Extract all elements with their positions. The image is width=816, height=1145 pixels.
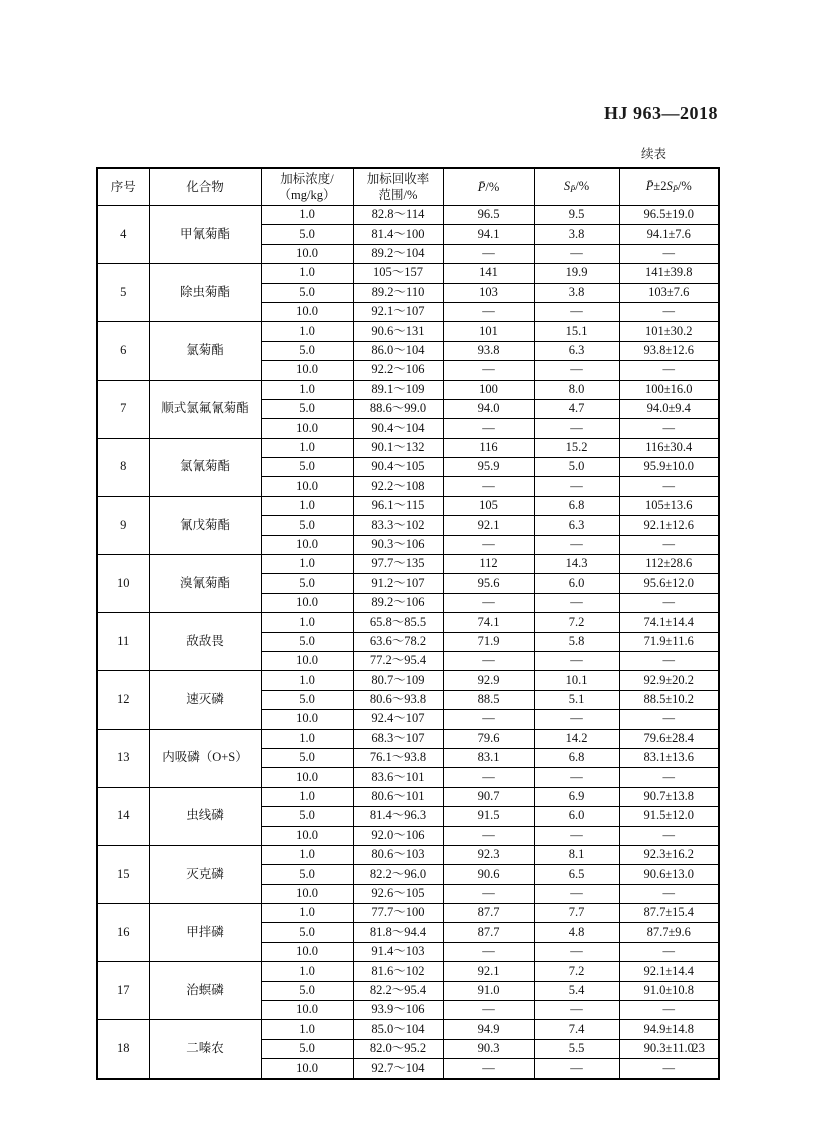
cell-concentration: 1.0	[261, 380, 353, 399]
cell-concentration: 5.0	[261, 748, 353, 767]
cell-concentration: 5.0	[261, 981, 353, 1000]
cell-compound: 甲氰菊酯	[149, 206, 261, 264]
table-row	[97, 555, 719, 574]
cell-std-dev: 7.2	[534, 613, 619, 632]
cell-mean: —	[443, 768, 534, 787]
cell-concentration: 5.0	[261, 516, 353, 535]
cell-concentration: 5.0	[261, 283, 353, 302]
cell-interval: —	[619, 593, 719, 612]
cell-concentration: 10.0	[261, 593, 353, 612]
cell-mean: 94.0	[443, 399, 534, 418]
table-row	[97, 438, 719, 457]
cell-mean: 92.3	[443, 845, 534, 864]
cell-concentration: 5.0	[261, 632, 353, 651]
cell-concentration: 10.0	[261, 419, 353, 438]
cell-interval: —	[619, 419, 719, 438]
standard-code: HJ 963—2018	[603, 103, 718, 123]
std-dev-subscript: P̄	[570, 184, 576, 195]
cell-recovery-range: 92.6～105	[353, 884, 443, 903]
cell-mean: 94.1	[443, 225, 534, 244]
cell-recovery-range: 85.0～104	[353, 1020, 443, 1039]
cell-recovery-range: 89.2～110	[353, 283, 443, 302]
interval-std-symbol: S	[666, 179, 673, 194]
cell-recovery-range: 90.1～132	[353, 438, 443, 457]
cell-concentration: 1.0	[261, 322, 353, 341]
cell-recovery-range: 82.2～95.4	[353, 981, 443, 1000]
cell-mean: 88.5	[443, 690, 534, 709]
cell-interval: 90.6±13.0	[619, 865, 719, 884]
cell-serial: 13	[97, 729, 149, 787]
cell-recovery-range: 82.2～96.0	[353, 865, 443, 884]
cell-recovery-range: 105～157	[353, 264, 443, 283]
cell-interval: 112±28.6	[619, 555, 719, 574]
cell-serial: 16	[97, 904, 149, 962]
cell-serial: 6	[97, 322, 149, 380]
cell-serial: 11	[97, 613, 149, 671]
cell-mean: —	[443, 942, 534, 961]
cell-mean: 79.6	[443, 729, 534, 748]
cell-std-dev: 4.8	[534, 923, 619, 942]
cell-interval: 92.1±14.4	[619, 962, 719, 981]
cell-compound: 虫线磷	[149, 787, 261, 845]
cell-recovery-range: 92.2～108	[353, 477, 443, 496]
cell-interval: 87.7±9.6	[619, 923, 719, 942]
cell-recovery-range: 68.3～107	[353, 729, 443, 748]
cell-concentration: 5.0	[261, 225, 353, 244]
cell-interval: 116±30.4	[619, 438, 719, 457]
cell-concentration: 10.0	[261, 361, 353, 380]
cell-interval: 79.6±28.4	[619, 729, 719, 748]
cell-serial: 15	[97, 845, 149, 903]
cell-recovery-range: 93.9～106	[353, 1001, 443, 1020]
cell-compound: 速灭磷	[149, 671, 261, 729]
cell-std-dev: 14.2	[534, 729, 619, 748]
cell-std-dev: 5.4	[534, 981, 619, 1000]
cell-mean: 74.1	[443, 613, 534, 632]
cell-interval: 94.0±9.4	[619, 399, 719, 418]
cell-std-dev: 6.8	[534, 748, 619, 767]
interval-pm: ±2	[653, 179, 667, 194]
cell-concentration: 1.0	[261, 438, 353, 457]
cell-interval: 141±39.8	[619, 264, 719, 283]
cell-concentration: 10.0	[261, 884, 353, 903]
cell-recovery-range: 92.0～106	[353, 826, 443, 845]
cell-compound: 氯菊酯	[149, 322, 261, 380]
cell-serial: 12	[97, 671, 149, 729]
cell-mean: 87.7	[443, 923, 534, 942]
cell-mean: 92.9	[443, 671, 534, 690]
cell-std-dev: 7.7	[534, 904, 619, 923]
cell-interval: 90.3±11.0	[619, 1039, 719, 1058]
header-compound: 化合物	[149, 168, 261, 206]
cell-mean: 91.0	[443, 981, 534, 1000]
table-row	[97, 845, 719, 864]
cell-std-dev: 6.0	[534, 574, 619, 593]
cell-recovery-range: 83.6～101	[353, 768, 443, 787]
cell-recovery-range: 77.7～100	[353, 904, 443, 923]
cell-compound: 内吸磷（O+S）	[149, 729, 261, 787]
header-concentration	[261, 168, 353, 206]
cell-concentration: 1.0	[261, 904, 353, 923]
cell-concentration: 10.0	[261, 710, 353, 729]
cell-interval: 87.7±15.4	[619, 904, 719, 923]
cell-std-dev: 5.5	[534, 1039, 619, 1058]
table-row	[97, 962, 719, 981]
std-dev-symbol: S	[563, 179, 571, 194]
cell-recovery-range: 88.6～99.0	[353, 399, 443, 418]
cell-std-dev: 6.3	[534, 516, 619, 535]
cell-interval: 103±7.6	[619, 283, 719, 302]
cell-concentration: 10.0	[261, 942, 353, 961]
cell-std-dev: 5.1	[534, 690, 619, 709]
cell-mean: —	[443, 477, 534, 496]
table-row	[97, 322, 719, 341]
cell-std-dev: 4.7	[534, 399, 619, 418]
cell-interval: 83.1±13.6	[619, 748, 719, 767]
cell-concentration: 1.0	[261, 845, 353, 864]
cell-serial: 10	[97, 555, 149, 613]
cell-mean: —	[443, 593, 534, 612]
cell-compound: 甲拌磷	[149, 904, 261, 962]
cell-interval: 101±30.2	[619, 322, 719, 341]
cell-recovery-range: 76.1～93.8	[353, 748, 443, 767]
cell-std-dev: —	[534, 361, 619, 380]
cell-compound: 顺式氯氟氰菊酯	[149, 380, 261, 438]
std-dev-suffix: /%	[575, 179, 590, 194]
cell-recovery-range: 80.6～93.8	[353, 690, 443, 709]
cell-std-dev: —	[534, 244, 619, 263]
cell-std-dev: 6.3	[534, 341, 619, 360]
cell-concentration: 1.0	[261, 729, 353, 748]
cell-concentration: 1.0	[261, 671, 353, 690]
table-header-row	[97, 168, 719, 206]
table-row	[97, 496, 719, 515]
cell-std-dev: 5.8	[534, 632, 619, 651]
cell-mean: —	[443, 535, 534, 554]
cell-interval: —	[619, 244, 719, 263]
cell-concentration: 10.0	[261, 302, 353, 321]
cell-concentration: 10.0	[261, 244, 353, 263]
cell-mean: —	[443, 361, 534, 380]
cell-recovery-range: 96.1～115	[353, 496, 443, 515]
cell-std-dev: 6.8	[534, 496, 619, 515]
cell-std-dev: 8.1	[534, 845, 619, 864]
cell-std-dev: 7.4	[534, 1020, 619, 1039]
interval-mean-symbol: P̄	[645, 179, 654, 194]
cell-std-dev: 5.0	[534, 458, 619, 477]
cell-compound: 氰戊菊酯	[149, 496, 261, 554]
cell-mean: 71.9	[443, 632, 534, 651]
cell-recovery-range: 81.8～94.4	[353, 923, 443, 942]
header-mean	[443, 168, 534, 206]
cell-recovery-range: 80.6～103	[353, 845, 443, 864]
cell-mean: 90.3	[443, 1039, 534, 1058]
cell-interval: —	[619, 535, 719, 554]
cell-concentration: 10.0	[261, 477, 353, 496]
page-number: 23	[692, 1040, 705, 1055]
cell-mean: 90.6	[443, 865, 534, 884]
cell-recovery-range: 91.2～107	[353, 574, 443, 593]
cell-recovery-range: 90.4～105	[353, 458, 443, 477]
table-row	[97, 264, 719, 283]
cell-mean: 95.6	[443, 574, 534, 593]
interval-subscript: P̄	[672, 184, 678, 195]
cell-std-dev: 8.0	[534, 380, 619, 399]
cell-concentration: 10.0	[261, 651, 353, 670]
cell-std-dev: 9.5	[534, 206, 619, 225]
cell-mean: —	[443, 826, 534, 845]
table-row	[97, 380, 719, 399]
cell-mean: 103	[443, 283, 534, 302]
cell-mean: —	[443, 419, 534, 438]
cell-recovery-range: 80.6～101	[353, 787, 443, 806]
cell-interval: 91.0±10.8	[619, 981, 719, 1000]
cell-concentration: 10.0	[261, 535, 353, 554]
cell-concentration: 5.0	[261, 1039, 353, 1058]
cell-mean: 90.7	[443, 787, 534, 806]
interval-suffix: /%	[677, 179, 692, 194]
cell-recovery-range: 80.7～109	[353, 671, 443, 690]
cell-mean: 141	[443, 264, 534, 283]
header-recovery-range-line1: 加标回收率	[366, 171, 430, 186]
table-row	[97, 729, 719, 748]
cell-recovery-range: 90.3～106	[353, 535, 443, 554]
cell-std-dev: 6.5	[534, 865, 619, 884]
cell-mean: 100	[443, 380, 534, 399]
cell-interval: 95.6±12.0	[619, 574, 719, 593]
cell-recovery-range: 83.3～102	[353, 516, 443, 535]
cell-interval: 74.1±14.4	[619, 613, 719, 632]
recovery-table	[96, 167, 720, 1080]
cell-recovery-range: 90.6～131	[353, 322, 443, 341]
cell-concentration: 5.0	[261, 807, 353, 826]
cell-recovery-range: 81.4～96.3	[353, 807, 443, 826]
cell-interval: 93.8±12.6	[619, 341, 719, 360]
cell-std-dev: 15.1	[534, 322, 619, 341]
cell-concentration: 5.0	[261, 341, 353, 360]
cell-mean: 92.1	[443, 516, 534, 535]
cell-mean: 94.9	[443, 1020, 534, 1039]
cell-interval: —	[619, 942, 719, 961]
cell-concentration: 5.0	[261, 458, 353, 477]
cell-std-dev: —	[534, 942, 619, 961]
cell-std-dev: —	[534, 826, 619, 845]
cell-interval: —	[619, 361, 719, 380]
cell-recovery-range: 97.7～135	[353, 555, 443, 574]
header-serial: 序号	[97, 168, 149, 206]
cell-std-dev: 10.1	[534, 671, 619, 690]
cell-compound: 二嗪农	[149, 1020, 261, 1079]
cell-serial: 18	[97, 1020, 149, 1079]
cell-interval: —	[619, 884, 719, 903]
cell-std-dev: —	[534, 710, 619, 729]
cell-interval: 95.9±10.0	[619, 458, 719, 477]
cell-recovery-range: 81.4～100	[353, 225, 443, 244]
table-row	[97, 1020, 719, 1039]
cell-mean: 112	[443, 555, 534, 574]
table-row	[97, 671, 719, 690]
cell-compound: 氯氰菊酯	[149, 438, 261, 496]
cell-concentration: 10.0	[261, 1001, 353, 1020]
cell-mean: 91.5	[443, 807, 534, 826]
cell-interval: 94.9±14.8	[619, 1020, 719, 1039]
cell-compound: 溴氰菊酯	[149, 555, 261, 613]
cell-std-dev: 15.2	[534, 438, 619, 457]
cell-interval: 100±16.0	[619, 380, 719, 399]
cell-std-dev: 7.2	[534, 962, 619, 981]
cell-concentration: 5.0	[261, 690, 353, 709]
cell-interval: 96.5±19.0	[619, 206, 719, 225]
cell-interval: —	[619, 1059, 719, 1079]
continued-table-label: 续表	[640, 147, 666, 161]
cell-interval: 92.1±12.6	[619, 516, 719, 535]
cell-serial: 17	[97, 962, 149, 1020]
cell-std-dev: 19.9	[534, 264, 619, 283]
cell-recovery-range: 89.2～106	[353, 593, 443, 612]
header-concentration-line2: （mg/kg）	[278, 188, 336, 202]
cell-interval: —	[619, 302, 719, 321]
cell-interval: —	[619, 651, 719, 670]
cell-recovery-range: 89.1～109	[353, 380, 443, 399]
cell-interval: 91.5±12.0	[619, 807, 719, 826]
cell-mean: —	[443, 1059, 534, 1079]
cell-interval: 71.9±11.6	[619, 632, 719, 651]
cell-interval: —	[619, 710, 719, 729]
cell-concentration: 1.0	[261, 264, 353, 283]
cell-std-dev: —	[534, 419, 619, 438]
cell-serial: 9	[97, 496, 149, 554]
cell-interval: 92.3±16.2	[619, 845, 719, 864]
cell-interval: 92.9±20.2	[619, 671, 719, 690]
cell-recovery-range: 65.8～85.5	[353, 613, 443, 632]
cell-std-dev: —	[534, 884, 619, 903]
cell-recovery-range: 89.2～104	[353, 244, 443, 263]
cell-std-dev: —	[534, 768, 619, 787]
cell-mean: 93.8	[443, 341, 534, 360]
table-row	[97, 904, 719, 923]
cell-concentration: 5.0	[261, 923, 353, 942]
cell-mean: —	[443, 884, 534, 903]
cell-compound: 治螟磷	[149, 962, 261, 1020]
cell-recovery-range: 92.1～107	[353, 302, 443, 321]
header-interval	[619, 168, 719, 206]
header-concentration-line1: 加标浓度/	[280, 171, 334, 186]
cell-concentration: 1.0	[261, 206, 353, 225]
cell-interval: —	[619, 826, 719, 845]
cell-std-dev: 6.9	[534, 787, 619, 806]
cell-recovery-range: 63.6～78.2	[353, 632, 443, 651]
mean-suffix: /%	[485, 179, 500, 194]
cell-concentration: 1.0	[261, 555, 353, 574]
cell-concentration: 1.0	[261, 962, 353, 981]
cell-recovery-range: 82.8～114	[353, 206, 443, 225]
cell-compound: 敌敌畏	[149, 613, 261, 671]
cell-concentration: 5.0	[261, 865, 353, 884]
header-std-dev	[534, 168, 619, 206]
cell-concentration: 10.0	[261, 1059, 353, 1079]
cell-recovery-range: 92.4～107	[353, 710, 443, 729]
table-row	[97, 206, 719, 225]
cell-mean: 95.9	[443, 458, 534, 477]
cell-concentration: 10.0	[261, 826, 353, 845]
cell-interval: —	[619, 768, 719, 787]
cell-interval: 90.7±13.8	[619, 787, 719, 806]
cell-recovery-range: 86.0～104	[353, 341, 443, 360]
cell-recovery-range: 82.0～95.2	[353, 1039, 443, 1058]
cell-std-dev: —	[534, 593, 619, 612]
cell-mean: —	[443, 710, 534, 729]
cell-concentration: 1.0	[261, 787, 353, 806]
cell-concentration: 5.0	[261, 574, 353, 593]
cell-std-dev: 3.8	[534, 225, 619, 244]
cell-interval: 88.5±10.2	[619, 690, 719, 709]
cell-std-dev: 14.3	[534, 555, 619, 574]
cell-recovery-range: 92.7～104	[353, 1059, 443, 1079]
cell-concentration: 1.0	[261, 613, 353, 632]
cell-recovery-range: 91.4～103	[353, 942, 443, 961]
cell-concentration: 10.0	[261, 768, 353, 787]
cell-mean: —	[443, 302, 534, 321]
cell-mean: —	[443, 651, 534, 670]
cell-std-dev: —	[534, 535, 619, 554]
cell-std-dev: —	[534, 302, 619, 321]
cell-mean: —	[443, 1001, 534, 1020]
table-row	[97, 787, 719, 806]
cell-recovery-range: 77.2～95.4	[353, 651, 443, 670]
header-recovery-range	[353, 168, 443, 206]
cell-concentration: 5.0	[261, 399, 353, 418]
cell-serial: 5	[97, 264, 149, 322]
cell-serial: 8	[97, 438, 149, 496]
cell-mean: 92.1	[443, 962, 534, 981]
cell-mean: 96.5	[443, 206, 534, 225]
cell-mean: 105	[443, 496, 534, 515]
cell-mean: 116	[443, 438, 534, 457]
cell-recovery-range: 81.6～102	[353, 962, 443, 981]
cell-interval: 105±13.6	[619, 496, 719, 515]
cell-std-dev: —	[534, 1001, 619, 1020]
cell-compound: 灭克磷	[149, 845, 261, 903]
cell-mean: 101	[443, 322, 534, 341]
cell-mean: —	[443, 244, 534, 263]
cell-concentration: 1.0	[261, 496, 353, 515]
cell-serial: 7	[97, 380, 149, 438]
cell-mean: 83.1	[443, 748, 534, 767]
cell-interval: —	[619, 477, 719, 496]
cell-serial: 14	[97, 787, 149, 845]
cell-std-dev: —	[534, 1059, 619, 1079]
table-row	[97, 613, 719, 632]
cell-recovery-range: 92.2～106	[353, 361, 443, 380]
cell-mean: 87.7	[443, 904, 534, 923]
cell-std-dev: 3.8	[534, 283, 619, 302]
cell-serial: 4	[97, 206, 149, 264]
cell-std-dev: —	[534, 651, 619, 670]
cell-interval: —	[619, 1001, 719, 1020]
cell-std-dev: —	[534, 477, 619, 496]
cell-interval: 94.1±7.6	[619, 225, 719, 244]
cell-std-dev: 6.0	[534, 807, 619, 826]
cell-recovery-range: 90.4～104	[353, 419, 443, 438]
mean-symbol: P̄	[477, 179, 486, 194]
cell-concentration: 1.0	[261, 1020, 353, 1039]
cell-compound: 除虫菊酯	[149, 264, 261, 322]
header-recovery-range-line2: 范围/%	[378, 188, 418, 202]
